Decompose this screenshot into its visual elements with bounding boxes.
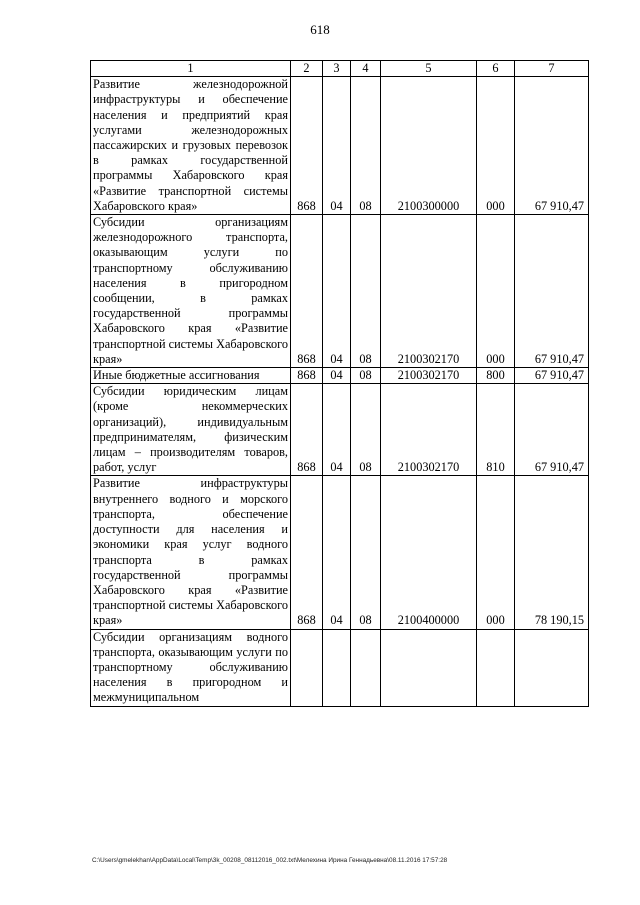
amount-cell: 78 190,15: [515, 476, 589, 629]
row-name-cell: Субсидии юридическим лицам (кроме некоммерческих организаций), индивидуальным предпринимателям, физическим лицам – производителям товаров, работ, услуг: [91, 384, 291, 476]
page-number: 618: [310, 22, 330, 37]
subsection-code-cell: [351, 629, 381, 706]
column-header: 3: [323, 61, 351, 77]
column-header: 5: [381, 61, 477, 77]
file-path-footer: C:\Users\gmelekhan\AppData\Local\Temp\3k_00208_08112016_002.txt\Мелехина Ирина Геннадьевна\08.11.2016 17:57:28: [92, 857, 448, 864]
expense-type-cell: 000: [477, 77, 515, 215]
table-row: [91, 629, 589, 706]
row-name-cell: Развитие инфраструктуры внутреннего водного и морского транспорта, обеспечение доступности для населения и экономики края услуг водного транспорта в рамках государственной программы Хабаровского края «Развитие транспортной системы Хабаровского края»: [91, 476, 291, 629]
target-article-cell: [381, 629, 477, 706]
table-row: [91, 77, 589, 215]
target-article-cell: 2100300000: [381, 77, 477, 215]
subsection-code-cell: 08: [351, 476, 381, 629]
row-name-cell: Субсидии организациям водного транспорта, оказывающим услуги по транспортному обслуживанию населения в пригородном и межмуниципальном: [91, 629, 291, 706]
column-header: 6: [477, 61, 515, 77]
row-name-cell: Развитие железнодорожной инфраструктуры и обеспечение населения и предприятий края услугами железнодорожных пассажирских и грузовых перевозок в рамках государственной программы Хабаровского края «Развитие транспортной системы Хабаровского края»: [91, 77, 291, 215]
section-code-cell: 04: [323, 368, 351, 384]
amount-cell: 67 910,47: [515, 368, 589, 384]
ministry-code-cell: 868: [291, 368, 323, 384]
expense-type-cell: [477, 629, 515, 706]
subsection-code-cell: 08: [351, 77, 381, 215]
subsection-code-cell: 08: [351, 384, 381, 476]
section-code-cell: 04: [323, 476, 351, 629]
table-header-row: [91, 61, 589, 77]
table-row: [91, 476, 589, 629]
section-code-cell: 04: [323, 384, 351, 476]
row-name-cell: Иные бюджетные ассигнования: [91, 368, 291, 384]
ministry-code-cell: 868: [291, 476, 323, 629]
section-code-cell: 04: [323, 215, 351, 368]
row-name-cell: Субсидии организациям железнодорожного транспорта, оказывающим услуги по транспортному обслуживанию населения в пригородном сообщении, в рамках государственной программы Хабаровского края «Развитие транспортной системы Хабаровского края»: [91, 215, 291, 368]
target-article-cell: 2100302170: [381, 384, 477, 476]
amount-cell: 67 910,47: [515, 384, 589, 476]
amount-cell: 67 910,47: [515, 215, 589, 368]
subsection-code-cell: 08: [351, 215, 381, 368]
expense-type-cell: 000: [477, 476, 515, 629]
column-header: 7: [515, 61, 589, 77]
expense-type-cell: 810: [477, 384, 515, 476]
column-header: 1: [91, 61, 291, 77]
subsection-code-cell: 08: [351, 368, 381, 384]
expense-type-cell: 800: [477, 368, 515, 384]
amount-cell: [515, 629, 589, 706]
column-header: 2: [291, 61, 323, 77]
target-article-cell: 2100302170: [381, 215, 477, 368]
section-code-cell: 04: [323, 77, 351, 215]
section-code-cell: [323, 629, 351, 706]
expense-type-cell: 000: [477, 215, 515, 368]
table-row: [91, 215, 589, 368]
target-article-cell: 2100302170: [381, 368, 477, 384]
amount-cell: 67 910,47: [515, 77, 589, 215]
ministry-code-cell: 868: [291, 77, 323, 215]
budget-table: [90, 60, 589, 707]
table-row: [91, 368, 589, 384]
ministry-code-cell: 868: [291, 215, 323, 368]
ministry-code-cell: [291, 629, 323, 706]
target-article-cell: 2100400000: [381, 476, 477, 629]
column-header: 4: [351, 61, 381, 77]
ministry-code-cell: 868: [291, 384, 323, 476]
table-row: [91, 384, 589, 476]
